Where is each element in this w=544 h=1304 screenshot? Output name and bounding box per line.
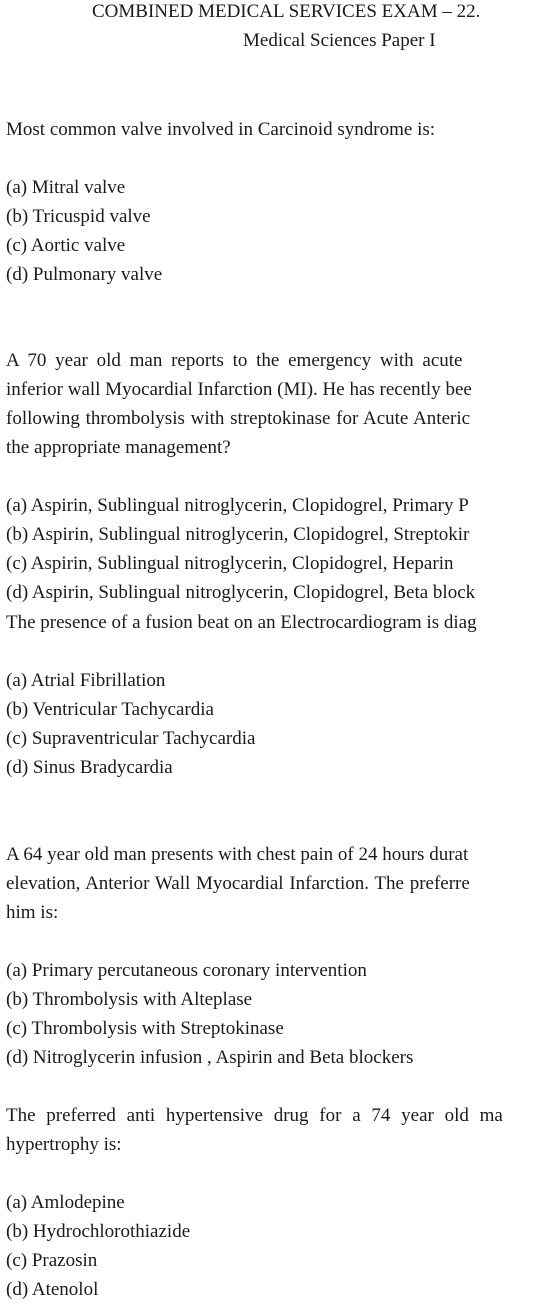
option-a: (a) Primary percutaneous coronary intervention	[6, 960, 367, 981]
exam-title: COMBINED MEDICAL SERVICES EXAM – 22.	[92, 1, 481, 22]
stem-line: A 64 year old man presents with chest pain of 24 hours durat	[6, 844, 469, 865]
option-a: (a) Mitral valve	[6, 177, 126, 198]
stem-line: the appropriate management?	[6, 437, 231, 458]
question-stem	[6, 840, 544, 927]
question-stem	[6, 115, 544, 144]
option-d: (d) Sinus Bradycardia	[6, 757, 173, 778]
stem-line: hypertrophy is:	[6, 1134, 122, 1155]
option-b: (b) Hydrochlorothiazide	[6, 1221, 191, 1242]
question-3	[6, 608, 544, 782]
stem-line: following thrombolysis with streptokinase for Acute Anteric	[6, 408, 471, 429]
option-b: (b) Aspirin, Sublingual nitroglycerin, Clopidogrel, Streptokir	[6, 524, 470, 545]
option-c: (c) Supraventricular Tachycardia	[6, 728, 256, 749]
option-list	[6, 1188, 544, 1304]
option-a: (a) Atrial Fibrillation	[6, 670, 166, 691]
option-d: (d) Aspirin, Sublingual nitroglycerin, Clopidogrel, Beta block	[6, 582, 476, 603]
option-d: (d) Pulmonary valve	[6, 264, 163, 285]
stem-line: elevation, Anterior Wall Myocardial Infarction. The preferre	[6, 873, 470, 894]
stem-line: The presence of a fusion beat on an Electrocardiogram is diag	[6, 612, 477, 633]
question-5	[6, 1101, 544, 1304]
stem-line: A 70 year old man reports to the emergency with acute	[6, 350, 463, 371]
option-d: (d) Nitroglycerin infusion , Aspirin and Beta blockers	[6, 1047, 414, 1068]
question-4	[6, 840, 544, 1072]
option-c: (c) Aortic valve	[6, 235, 126, 256]
question-stem	[6, 608, 544, 637]
option-a: (a) Aspirin, Sublingual nitroglycerin, Clopidogrel, Primary P	[6, 495, 469, 516]
option-b: (b) Thrombolysis with Alteplase	[6, 989, 253, 1010]
option-list	[6, 666, 544, 782]
option-b: (b) Tricuspid valve	[6, 206, 151, 227]
option-c: (c) Aspirin, Sublingual nitroglycerin, Clopidogrel, Heparin	[6, 553, 454, 574]
option-list	[6, 491, 544, 607]
option-b: (b) Ventricular Tachycardia	[6, 699, 214, 720]
question-stem	[6, 346, 544, 462]
option-list	[6, 173, 544, 289]
stem-line: Most common valve involved in Carcinoid syndrome is:	[6, 119, 436, 140]
question-1	[6, 115, 544, 289]
option-c: (c) Thrombolysis with Streptokinase	[6, 1018, 284, 1039]
stem-line: him is:	[6, 902, 59, 923]
option-c: (c) Prazosin	[6, 1250, 98, 1271]
paper-subtitle: Medical Sciences Paper I	[243, 30, 436, 51]
option-d: (d) Atenolol	[6, 1279, 99, 1300]
stem-line: The preferred anti hypertensive drug for a 74 year old ma	[6, 1105, 503, 1126]
question-2	[6, 346, 544, 607]
option-list	[6, 956, 544, 1072]
option-a: (a) Amlodepine	[6, 1192, 125, 1213]
stem-line: inferior wall Myocardial Infarction (MI). He has recently bee	[6, 379, 472, 400]
question-stem	[6, 1101, 544, 1159]
